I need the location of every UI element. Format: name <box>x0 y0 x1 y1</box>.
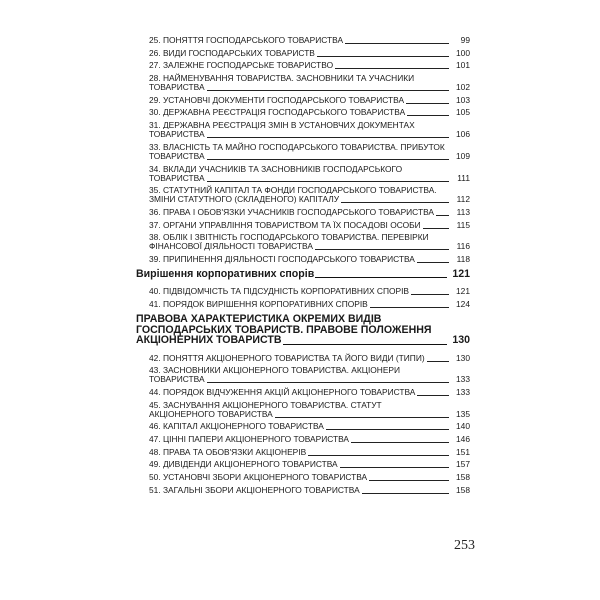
dot-leader <box>362 493 449 494</box>
toc-entry-title <box>136 314 470 346</box>
toc-entry-label: 49. ДИВІДЕНДИ АКЦІОНЕРНОГО ТОВАРИСТВА <box>149 459 338 470</box>
dot-leader <box>369 480 449 481</box>
toc-entry-title <box>136 354 470 363</box>
toc-entry <box>136 186 470 204</box>
toc-entry-title <box>136 208 470 217</box>
dot-leader <box>351 442 449 443</box>
toc-page-number: 99 <box>460 35 470 45</box>
dot-leader <box>275 417 449 418</box>
toc-entry-title <box>136 221 470 230</box>
toc-page-number: 105 <box>456 107 470 118</box>
toc-entry <box>136 74 470 92</box>
dot-leader <box>417 395 449 396</box>
dot-leader <box>407 115 449 116</box>
dot-leader <box>345 43 449 44</box>
toc-page-number: 146 <box>456 434 470 445</box>
toc-section-heading <box>136 314 470 346</box>
toc-entry-label: 48. ПРАВА ТА ОБОВ'ЯЗКИ АКЦІОНЕРІВ <box>149 446 307 457</box>
toc-page-number: 106 <box>456 129 470 140</box>
toc-entry-label: 44. ПОРЯДОК ВІДЧУЖЕННЯ АКЦІЙ АКЦІОНЕРНОГО ТОВАРИСТВА <box>149 387 416 397</box>
toc-page-number: 113 <box>456 206 470 217</box>
toc-entry <box>136 435 470 444</box>
toc-page-number: 118 <box>456 253 470 264</box>
dot-leader <box>283 344 447 345</box>
toc-entry <box>136 121 470 139</box>
toc-page-number: 133 <box>456 387 470 397</box>
toc-entry <box>136 165 470 183</box>
dot-leader <box>315 249 449 250</box>
dot-leader <box>207 181 449 182</box>
toc-page-number: 101 <box>456 60 470 71</box>
toc-entry <box>136 233 470 251</box>
toc-entry <box>136 287 470 296</box>
toc-entry-label: 26. ВИДИ ГОСПОДАРСЬКИХ ТОВАРИСТВ <box>149 47 315 58</box>
dot-leader <box>207 90 449 91</box>
toc-entry <box>136 473 470 482</box>
toc-entry-label: 28. НАЙМЕНУВАННЯ ТОВАРИСТВА. ЗАСНОВНИКИ ТА УЧАСНИКИ ТОВАРИСТВА <box>149 73 415 93</box>
toc-entry <box>136 460 470 469</box>
toc-page-number: 121 <box>456 286 470 297</box>
toc-entry <box>136 255 470 264</box>
table-of-contents <box>136 36 470 499</box>
toc-entry-label: 25. ПОНЯТТЯ ГОСПОДАРСЬКОГО ТОВАРИСТВА <box>149 35 344 45</box>
toc-page-number: 116 <box>456 241 470 252</box>
toc-entry <box>136 36 470 45</box>
toc-entry-label: 43. ЗАСНОВНИКИ АКЦІОНЕРНОГО ТОВАРИСТВА. АКЦІОНЕРИ ТОВАРИСТВА <box>149 365 401 385</box>
toc-page-number: 111 <box>457 172 470 183</box>
dot-leader <box>427 361 449 362</box>
dot-leader <box>317 56 449 57</box>
toc-entry-label: 29. УСТАНОВЧІ ДОКУМЕНТИ ГОСПОДАРСЬКОГО ТОВАРИСТВА <box>149 94 405 105</box>
toc-entry <box>136 61 470 70</box>
toc-entry <box>136 108 470 117</box>
toc-entry-label: 45. ЗАСНУВАННЯ АКЦІОНЕРНОГО ТОВАРИСТВА. СТАТУТ АКЦІОНЕРНОГО ТОВАРИСТВА <box>149 399 382 419</box>
toc-entry <box>136 96 470 105</box>
toc-page-number: 100 <box>456 47 470 58</box>
toc-entry-label: 36. ПРАВА І ОБОВ'ЯЗКИ УЧАСНИКІВ ГОСПОДАРСЬКОГО ТОВАРИСТВА <box>149 206 434 217</box>
toc-entry-label: 37. ОРГАНИ УПРАВЛІННЯ ТОВАРИСТВОМ ТА ЇХ ПОСАДОВІ ОСОБИ <box>149 219 421 230</box>
toc-entry-label: ПРАВОВА ХАРАКТЕРИСТИКА ОКРЕМИХ ВИДІВ ГОСПОДАРСЬКИХ ТОВАРИСТВ. ПРАВОВЕ ПОЛОЖЕННЯ АКЦІОНЕРНИХ ТОВАРИСТВ <box>136 313 432 347</box>
toc-page-number: 121 <box>452 267 470 280</box>
dot-leader <box>423 228 449 229</box>
toc-entry <box>136 221 470 230</box>
dot-leader <box>207 159 449 160</box>
toc-page-number: 158 <box>456 484 470 495</box>
toc-entry <box>136 49 470 58</box>
toc-page-number: 109 <box>456 150 470 161</box>
toc-page-number: 140 <box>456 421 470 432</box>
dot-leader <box>207 137 449 138</box>
toc-entry <box>136 486 470 495</box>
dot-leader <box>341 202 449 203</box>
toc-entry-label: 51. ЗАГАЛЬНІ ЗБОРИ АКЦІОНЕРНОГО ТОВАРИСТВА <box>149 484 360 495</box>
dot-leader <box>417 262 449 263</box>
toc-page-number: 135 <box>456 408 470 419</box>
toc-page-number: 130 <box>456 352 470 363</box>
toc-entry <box>136 143 470 161</box>
dot-leader <box>335 68 449 69</box>
toc-entry <box>136 208 470 217</box>
toc-entry-label: 42. ПОНЯТТЯ АКЦІОНЕРНОГО ТОВАРИСТВА ТА ЙОГО ВИДИ (ТИПИ) <box>149 352 425 363</box>
page-number: 253 <box>454 538 475 553</box>
toc-section-heading <box>136 269 470 280</box>
toc-entry-label: 40. ПІДВІДОМЧІСТЬ ТА ПІДСУДНІСТЬ КОРПОРАТИВНИХ СПОРІВ <box>149 286 409 297</box>
toc-page-number: 133 <box>456 374 470 385</box>
dot-leader <box>315 277 447 278</box>
toc-entry <box>136 388 470 397</box>
toc-entry-label: 50. УСТАНОВЧІ ЗБОРИ АКЦІОНЕРНОГО ТОВАРИСТВА <box>149 472 368 483</box>
toc-page-number: 103 <box>456 94 470 105</box>
toc-page-number: 151 <box>456 446 470 457</box>
toc-entry-label: 35. СТАТУТНИЙ КАПІТАЛ ТА ФОНДИ ГОСПОДАРСЬКОГО ТОВАРИСТВА. ЗМІНИ СТАТУТНОГО (СКЛАДЕНОГО) КАПІТАЛУ <box>149 185 437 205</box>
dot-leader <box>411 294 449 295</box>
toc-page-number: 157 <box>456 459 470 470</box>
toc-entry <box>136 448 470 457</box>
toc-entry-label: 27. ЗАЛЕЖНЕ ГОСПОДАРСЬКЕ ТОВАРИСТВО <box>149 60 334 71</box>
toc-entry-label: 47. ЦІННІ ПАПЕРИ АКЦІОНЕРНОГО ТОВАРИСТВА <box>149 434 350 445</box>
toc-entry <box>136 366 470 384</box>
toc-entry-label: 30. ДЕРЖАВНА РЕЄСТРАЦІЯ ГОСПОДАРСЬКОГО ТОВАРИСТВА <box>149 107 406 118</box>
dot-leader <box>340 467 449 468</box>
toc-entry-label: 38. ОБЛІК І ЗВІТНІСТЬ ГОСПОДАРСЬКОГО ТОВАРИСТВА. ПЕРЕВІРКИ ФІНАНСОВОЇ ДІЯЛЬНОСТІ ТОВАРИСТВА <box>149 232 429 252</box>
toc-page-number: 115 <box>456 219 470 230</box>
toc-entry <box>136 401 470 419</box>
toc-entry <box>136 354 470 363</box>
toc-entry-label: 46. КАПІТАЛ АКЦІОНЕРНОГО ТОВАРИСТВА <box>149 421 324 432</box>
toc-page-number: 124 <box>456 299 470 310</box>
dot-leader <box>370 307 449 308</box>
dot-leader <box>308 455 449 456</box>
toc-entry <box>136 422 470 431</box>
toc-page-number: 130 <box>452 334 470 347</box>
dot-leader <box>207 382 449 383</box>
toc-page-number: 158 <box>456 472 470 483</box>
toc-entry-label: Вирішення корпоративних спорів <box>136 267 315 280</box>
toc-entry-label: 34. ВКЛАДИ УЧАСНИКІВ ТА ЗАСНОВНИКІВ ГОСПОДАРСЬКОГО ТОВАРИСТВА <box>149 163 403 183</box>
toc-page-number: 102 <box>456 82 470 93</box>
toc-page-number: 112 <box>456 194 470 205</box>
toc-entry-label: 31. ДЕРЖАВНА РЕЄСТРАЦІЯ ЗМІН В УСТАНОВЧИХ ДОКУМЕНТАХ ТОВАРИСТВА <box>149 120 415 140</box>
dot-leader <box>326 429 449 430</box>
dot-leader <box>406 103 449 104</box>
toc-entry <box>136 300 470 309</box>
toc-entry-label: 33. ВЛАСНІСТЬ ТА МАЙНО ГОСПОДАРСЬКОГО ТОВАРИСТВА. ПРИБУТОК ТОВАРИСТВА <box>149 141 445 161</box>
toc-entry-label: 39. ПРИПИНЕННЯ ДІЯЛЬНОСТІ ГОСПОДАРСЬКОГО ТОВАРИСТВА <box>149 253 415 264</box>
toc-entry-label: 41. ПОРЯДОК ВИРІШЕННЯ КОРПОРАТИВНИХ СПОРІВ <box>149 299 368 310</box>
